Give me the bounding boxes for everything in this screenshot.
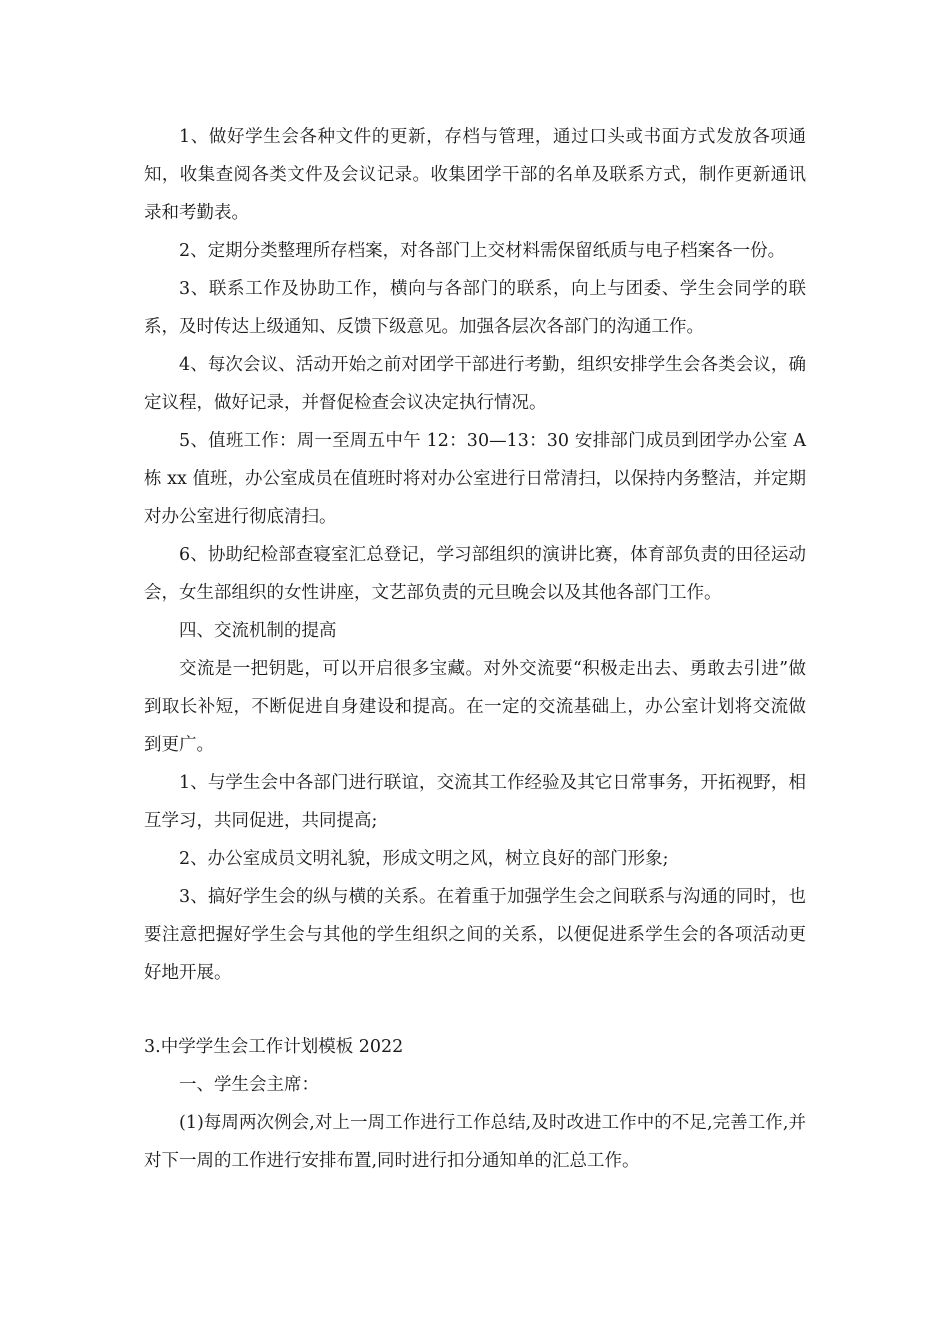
paragraph-item-3: 3、联系工作及协助工作，横向与各部门的联系，向上与团委、学生会同学的联系，及时传达上级通知、反馈下级意见。加强各层次各部门的沟通工作。	[144, 279, 806, 337]
paragraph-item-5: 5、值班工作：周一至周五中午 12：30—13：30 安排部门成员到团学办公室 A 栋 xx 值班，办公室成员在值班时将对办公室进行日常清扫，以保持内务整洁，并定期对办公室进行彻底清扫。	[144, 431, 806, 527]
section-heading: 3.中学学生会工作计划模板 2022	[144, 1037, 404, 1057]
exchange-item-1: 1、与学生会中各部门进行联谊，交流其工作经验及其它日常事务，开拓视野，相互学习，共同促进，共同提高;	[144, 773, 806, 831]
paragraph-item-1: 1、做好学生会各种文件的更新，存档与管理，通过口头或书面方式发放各项通知，收集查阅各类文件及会议记录。收集团学干部的名单及联系方式，制作更新通讯录和考勤表。	[144, 127, 806, 223]
exchange-item-2: 2、办公室成员文明礼貌，形成文明之风，树立良好的部门形象;	[179, 849, 669, 869]
section-subheading: 四、交流机制的提高	[179, 621, 337, 641]
exchange-item-3: 3、搞好学生会的纵与横的关系。在着重于加强学生会之间联系与沟通的同时，也要注意把握好学生会与其他的学生组织之间的关系，以便促进系学生会的各项活动更好地开展。	[144, 887, 806, 983]
exchange-intro-paragraph: 交流是一把钥匙，可以开启很多宝藏。对外交流要“积极走出去、勇敢去引进”做到取长补短，不断促进自身建设和提高。在一定的交流基础上，办公室计划将交流做到更广。	[144, 659, 806, 755]
president-item-1: (1)每周两次例会,对上一周工作进行工作总结,及时改进工作中的不足,完善工作,并对下一周的工作进行安排布置,同时进行扣分通知单的汇总工作。	[144, 1113, 806, 1171]
paragraph-item-6: 6、协助纪检部查寝室汇总登记，学习部组织的演讲比赛，体育部负责的田径运动会，女生部组织的女性讲座，文艺部负责的元旦晚会以及其他各部门工作。	[144, 545, 806, 603]
president-heading: 一、学生会主席：	[179, 1075, 319, 1095]
paragraph-item-4: 4、每次会议、活动开始之前对团学干部进行考勤，组织安排学生会各类会议，确定议程，做好记录，并督促检查会议决定执行情况。	[144, 355, 806, 413]
document-body	[144, 118, 806, 1180]
paragraph-item-2: 2、定期分类整理所存档案，对各部门上交材料需保留纸质与电子档案各一份。	[179, 241, 786, 261]
